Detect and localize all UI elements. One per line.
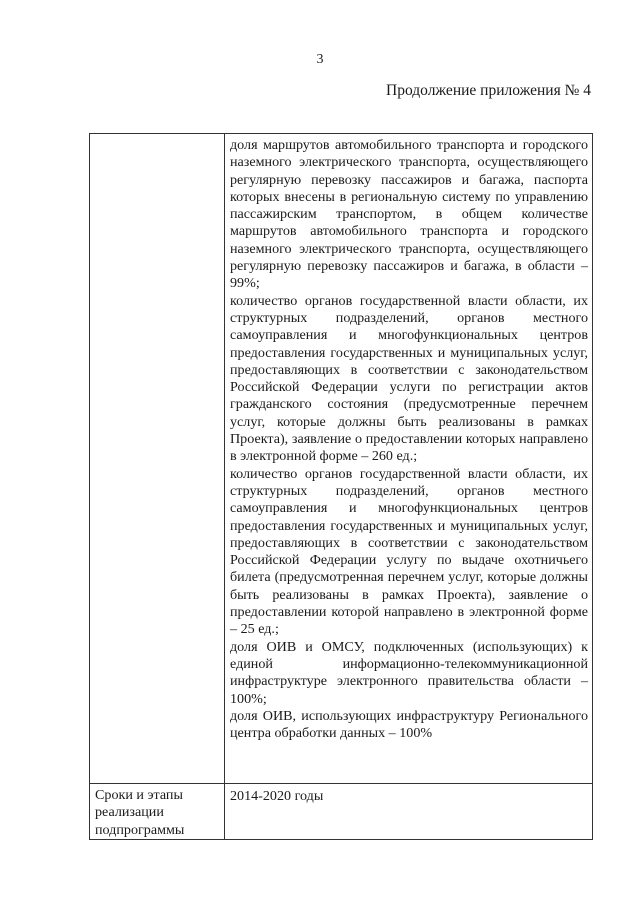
- period-value-cell: [225, 784, 593, 840]
- subprogram-passport-table: [89, 133, 593, 840]
- period-label-cell: [90, 784, 225, 840]
- indicator-paragraph: количество органов государственной власти области, их структурных подразделений, органов местного самоуправления и многофункциональных центров предоставления государственных и муниципальных услуг, предоставляющих в соответствии с законодательством Российской Федерации услуги по регистрации актов гражданского состояния (предусмотренные перечнем услуг, которые должны быть реализованы в рамках Проекта), заявление о предоставлении которых направлено в электронной форме – 260 ед.;: [230, 292, 588, 465]
- annex-continuation-note: Продолжение приложения № 4: [386, 82, 591, 99]
- period-label-line: реализации: [95, 804, 164, 821]
- period-row: [90, 784, 593, 840]
- period-value: 2014-2020 годы: [230, 788, 324, 804]
- indicators-value-cell: [225, 134, 593, 784]
- indicator-paragraph: доля ОИВ и ОМСУ, подключенных (использующих) к единой информационно-телекоммуникационной инфраструктуре электронного правительства области – 100%;: [230, 638, 588, 707]
- indicator-paragraph: количество органов государственной власти области, их структурных подразделений, органов местного самоуправления и многофункциональных центров предоставления государственных и муниципальных услуг, предоставляющих в соответствии с законодательством Российской Федерации услугу по выдаче охотничьего билета (предусмотренная перечнем услуг, которые должны быть реализованы в рамках Проекта), заявление о предоставлении которой направлено в электронной форме – 25 ед.;: [230, 465, 588, 638]
- period-label: [90, 784, 224, 839]
- indicator-paragraph: доля маршрутов автомобильного транспорта и городского наземного электрического транспорта, осуществляющего регулярную перевозку пассажиров и багажа, паспорта которых внесены в региональную систему по управлению пассажирским транспортом, в общем количестве маршрутов автомобильного транспорта и городского наземного электрического транспорта, осуществляющего регулярную перевозку пассажиров и багажа, в области – 99%;: [230, 137, 588, 292]
- indicators-text: [225, 134, 592, 742]
- period-label-line: Сроки и этапы: [95, 787, 183, 803]
- page-number: 3: [316, 52, 324, 67]
- indicators-row: [90, 134, 593, 784]
- period-label-line: подпрограммы: [95, 821, 185, 838]
- indicator-paragraph: доля ОИВ, использующих инфраструктуру Регионального центра обработки данных – 100%: [230, 707, 588, 742]
- indicators-label-cell: [90, 134, 225, 784]
